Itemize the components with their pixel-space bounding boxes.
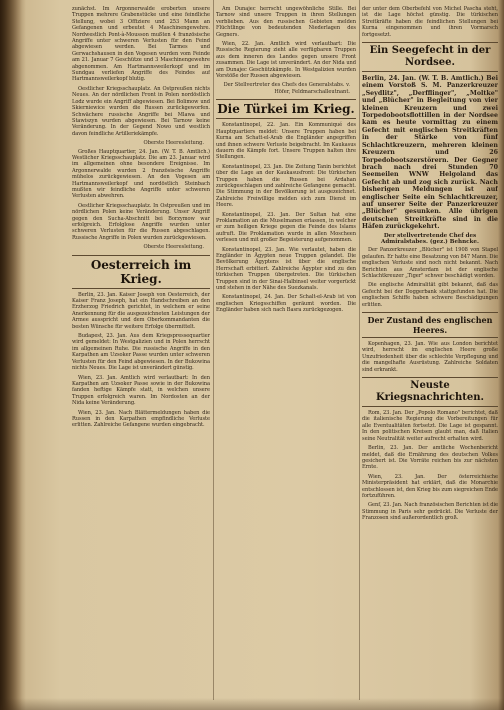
article-paragraph: Konstantinopel, 23. Jan. Die Zeitung Tanin berichtet über die Lage an der Kaukasusfront: Die türkischen Truppen haben die Russen bei Ardahan zurückgeschlagen und zahlreiche Gefangene gemacht. Die Stimmung in der Bevölkerung ist ausgezeichnet. Zahlreiche Freiwillige melden sich zum Dienst im Heere. — [216, 163, 356, 209]
article-paragraph: Berlin, 23. Jan. Kaiser Joseph von Oesterreich, der Kaiser Franz Joseph, hat ein Handschreiben an den Erzherzog Friedrich gerichtet, in welchem er seine Anerkennung für die ausgezeichneten Leistungen der Armee ausspricht und dem Oberkommandanten die besten Wünsche für weitere Erfolge übermittelt. — [72, 291, 210, 330]
article-paragraph: Rom, 23. Jan. Der „Popolo Romano" berichtet, daß die italienische Regierung die Vorbereitungen für alle Eventualitäten fortsetzt. Die Lage ist gespannt. In den politischen Kreisen glaubt man, daß Italien seine Neutralität weiter aufrecht erhalten wird. — [362, 410, 498, 442]
seegefecht-report: Berlin, 24. Jan. (W. T. B. Amtlich.) Bei einem Vorstoß S. M. Panzerkreuzer „Seydlitz", „Derfflinger", „Moltke" und „Blücher" in Begleitung von vier kleinen Kreuzern und zwei Torpedobootsflottillen in der Nordsee kam es heute vormittag zu einem Gefecht mit englischen Streitkräften in der Stärke von fünf Schlachtkreuzern, mehreren kleinen Kreuzern und 26 Torpedobootszerstörern. Der Gegner brach nach drei Stunden 70 Seemeilen WNW Helgoland das Gefecht ab und zog sich zurück. Nach bisherigen Meldungen ist auf englischer Seite ein Schlachtkreuzer, auf unserer Seite der Panzerkreuzer „Blücher" gesunken. Alle übrigen deutschen Streitkräfte sind in die Häfen zurückgekehrt. — [362, 75, 498, 231]
article-paragraph: Die englische Admiralität gibt bekannt, daß das Gefecht bei der Doggerbank stattgefunden hat. Die englischen Schiffe haben schwere Beschädigungen erlitten. — [362, 282, 498, 308]
article-paragraph: Oestlicher Kriegsschauplatz. In Ostpreußen und im nördlichen Polen keine Veränderung. Unser Angriff gegen den Sucha-Abschnitt bei Borzymow war erfolgreich. Erfolglose Angriffe wurden unter schweren Verlusten für die Russen abgeschlagen. Russische Angriffe in Polen wurden zurückgewiesen. — [72, 202, 210, 241]
column-2 — [216, 6, 356, 317]
article-paragraph: Kopenhagen, 23. Jan. Wie aus London berichtet wird, herrscht im englischen Heere große Unzufriedenheit über die schlechte Verpflegung und die mangelhafte Ausrüstung. Zahlreiche Soldaten sind erkrankt. — [362, 341, 498, 373]
article-paragraph: Konstantinopel, 24. Jan. Der Schalt-el-Arab ist von englischen Kriegsschiffen geräumt worden. Die Engländer haben sich nach Basra zurückgezogen. — [216, 294, 356, 314]
article-paragraph: Wien, 22. Jan. Amtlich wird verlautbart: Die Russische Regierung zieht alle verfügbaren Truppen aus dem inneren des Landes gegen unsere Front zusammen. Die Lage ist unverändert. An der Nida und am Dunajec Geschützkämpfe. In Westgalizien wurden Vorstöße der Russen abgewiesen. — [216, 41, 356, 80]
page-bottom-shadow — [0, 698, 504, 710]
signature-line: Oberste Heeresleitung. — [143, 244, 204, 251]
article-paragraph: Konstantinopel, 22. Jan. Ein Kommuniqué des Hauptquartiers meldet: Unsere Truppen haben bei Kurna am Schatt-el-Arab die Engländer angegriffen und ihnen schwere Verluste beigebracht. Im Kaukasus dauern die Kämpfe fort. Unsere Truppen halten ihre Stellungen. — [216, 122, 356, 161]
binding-gutter — [0, 0, 26, 710]
heading-englisches-heer: Der Zustand des englischen Heeres. — [362, 312, 498, 338]
admiralstab-signature: Der stellvertretende Chef des Admiralstabes. (gez.) Behncke. — [381, 232, 479, 245]
article-paragraph: Großes Hauptquartier, 24. Jan. (W. T. B. Amtlich.) Westlicher Kriegsschauplatz. Die am 23. Januar wird im allgemeinen ohne besondere Ereignisse. Im Argonnerwalde wurden 2 französische Angriffe mühelos zurückgewiesen. An den Vogesen am Hartmannsweilerkopf und nordöstlich Steinbach mußten wir feindliche Angriffe unter schweren Verlusten abwehren. — [72, 148, 210, 200]
article-paragraph: Wien, 23. Jan. Der österreichische Ministerpräsident hat erklärt, daß die Monarchie entschlossen ist, den Krieg bis zum siegreichen Ende fortzuführen. — [362, 473, 498, 499]
article-paragraph: Budapest, 23. Jan. Aus dem Kriegspressequartier wird gemeldet: In Westgalizien und in Polen herrscht im allgemeinen Ruhe. Die russische Angriffe in den Karpathen am Uzsoker Passe wurden unter schweren Verlusten für den Feind abgewiesen. In der Bukowina nichts Neues. Die Lage ist unverändert günstig. — [72, 333, 210, 372]
column-3 — [362, 6, 498, 525]
article-paragraph: Konstantinopel, 23. Jan. Wie verlautet, haben die Engländer in Ägypten neue Truppen gelandet. Die Bevölkerung Ägyptens ist über die englische Herrschaft erbittert. Zahlreiche Ägypter sind zu den türkischen Truppen übergetreten. Die türkischen Truppen sind in der Sinai-Halbinsel weiter vorgerückt und stehen in der Nähe des Suezkanals. — [216, 246, 356, 292]
article-paragraph: Genf, 23. Jan. Nach französischen Berichten ist die Stimmung in Paris sehr gedrückt. Die Verluste der Franzosen sind außerordentlich groß. — [362, 502, 498, 522]
article-paragraph: Wien, 23. Jan. Amtlich wird verlautbart: In den Karpathen am Uzsoker Passe sowie in der Bukowina fanden heftige Kämpfe statt, in welchen unsere Truppen erfolgreich waren. Im Nordosten an der Nida keine Veränderung. — [72, 374, 210, 407]
article-paragraph: zunächst. Im Argonnerwalde eroberten unsere Truppen mehrere Grabenstücke und eine feindliche Stellung, wobei 3 Offiziere und 253 Mann an Gefangenen und erbeutet 4 Maschinengewehre. Nordwestlich Pont-à-Mousson mußten 4 französische Angriffe unter schweren Verlusten für den Feind abgewiesen werden. Bei Tarmes und Gerwachshausen in den Vogesen wurden vom Feinde am 21. Januar 7 Geschütze und 3 Maschinengewehre abgenommen. Am Hartmannsweilerkopf und im Sundgau verliefen Angriffe des Feindes auf Hartmannsweilerkopf blutig. — [72, 6, 210, 83]
article-paragraph: Wien, 23. Jan. Nach Blättermeldungen haben die Russen in den Karpathen empfindliche Verluste erlitten. Zahlreiche Gefangene wurden eingebracht. — [72, 409, 210, 429]
article-paragraph: Am Dunajec herrscht ungewöhnliche Stille. Bei Tarnow sind unsere Truppen in ihren Stellungen verblieben. Aus den russischen Gebieten melden Flüchtlinge von bedeutenden Niederlagen des Gegners. — [216, 6, 356, 38]
heading-neuste-nachrichten: Neuste Kriegsnachrichten. — [362, 377, 498, 407]
column-1 — [72, 6, 210, 432]
article-paragraph: der unter dem Oberbefehl von Michel Pascha steht, ist die Lage höchst günstig. Die türkischen Streitkräfte haben die feindlichen Stellungen bei Kurna eingenommen und ihren Vormarsch fortgesetzt. — [362, 6, 498, 38]
article-paragraph: Konstantinopel, 23. Jan. Der Sultan hat eine Proklamation an die Muselmanen erlassen, in welcher er zum heiligen Kriege gegen die Feinde des Islams aufruft. Die Proklamation wurde in allen Moscheen verlesen und mit großer Begeisterung aufgenommen. — [216, 211, 356, 244]
article-paragraph: Berlin, 23. Jan. Der amtliche Wochenbericht meldet, daß die Ernährung des deutschen Volkes gesichert ist. Die Vorräte reichen bis zur nächsten Ernte. — [362, 445, 498, 471]
article-paragraph: Der Panzerkreuzer „Blücher" ist 1908 von Stapel gelaufen. Er hatte eine Besatzung von 847 Mann. Die englischen Verluste sind noch nicht bekannt. Nach Berichten aus Amsterdam ist der englische Schlachtkreuzer „Tiger" schwer beschädigt worden. — [362, 247, 498, 279]
signature-line: Der Stellvertreter des Chefs des Generalstabs. v. Höfer, Feldmarschalleutnant. — [223, 82, 350, 95]
heading-oesterreich: Oesterreich im Krieg. — [72, 255, 210, 289]
heading-seegefecht: Ein Seegefecht in der Nordsee. — [362, 42, 498, 72]
column-rule — [213, 0, 214, 700]
signature-line: Oberste Heeresleitung. — [143, 140, 204, 147]
article-paragraph: Oestlicher Kriegsschauplatz. An Ostpreußen nichts Neues. An der nördlichen Front in Polen nordöstlich Lodz wurde ein Angriff abgewiesen. Bei Bolimow und Skierniewice wurden die Russen zurückgeworfen. Schwächere russische Angriffe bei Mlawa und Stawiszyn wurden abgewiesen. Bei Tarnow keine Veränderung. In der Gegend Nowo und westlich davon feindliche Artilleriekämpfe. — [72, 85, 210, 137]
column-rule — [359, 0, 360, 700]
heading-tuerkei: Die Türkei im Krieg. — [216, 99, 356, 119]
